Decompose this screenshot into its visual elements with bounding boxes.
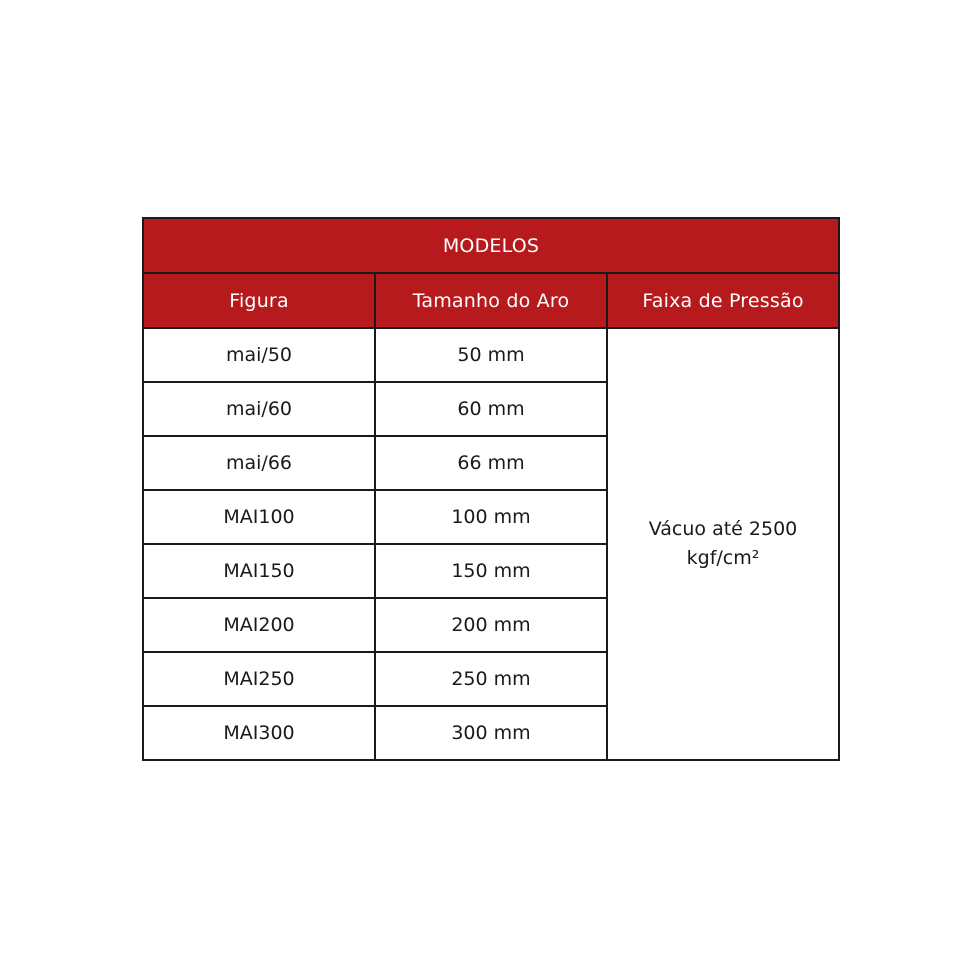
- tamanho-cell: 100 mm: [375, 490, 607, 544]
- figura-cell: mai/50: [143, 328, 375, 382]
- tamanho-cell: 250 mm: [375, 652, 607, 706]
- column-header-figura: Figura: [143, 273, 375, 328]
- pressure-range-cell: [607, 328, 839, 760]
- column-header-row: [143, 273, 839, 328]
- column-header-faixa-de-pressao: Faixa de Pressão: [607, 273, 839, 328]
- table-title: MODELOS: [143, 218, 839, 273]
- figura-cell: mai/66: [143, 436, 375, 490]
- figura-cell: MAI300: [143, 706, 375, 760]
- tamanho-cell: 200 mm: [375, 598, 607, 652]
- title-row: [143, 218, 839, 273]
- figura-cell: mai/60: [143, 382, 375, 436]
- pressure-range-line-1: Vácuo até 2500: [648, 518, 798, 540]
- pressure-range-line-2: kgf/cm²: [686, 547, 760, 569]
- column-header-tamanho-do-aro: Tamanho do Aro: [375, 273, 607, 328]
- figura-cell: MAI150: [143, 544, 375, 598]
- tamanho-cell: 66 mm: [375, 436, 607, 490]
- tamanho-cell: 300 mm: [375, 706, 607, 760]
- tamanho-cell: 150 mm: [375, 544, 607, 598]
- table-row: [143, 328, 839, 382]
- figura-cell: MAI100: [143, 490, 375, 544]
- models-table: [142, 217, 840, 761]
- figura-cell: MAI200: [143, 598, 375, 652]
- tamanho-cell: 60 mm: [375, 382, 607, 436]
- figura-cell: MAI250: [143, 652, 375, 706]
- tamanho-cell: 50 mm: [375, 328, 607, 382]
